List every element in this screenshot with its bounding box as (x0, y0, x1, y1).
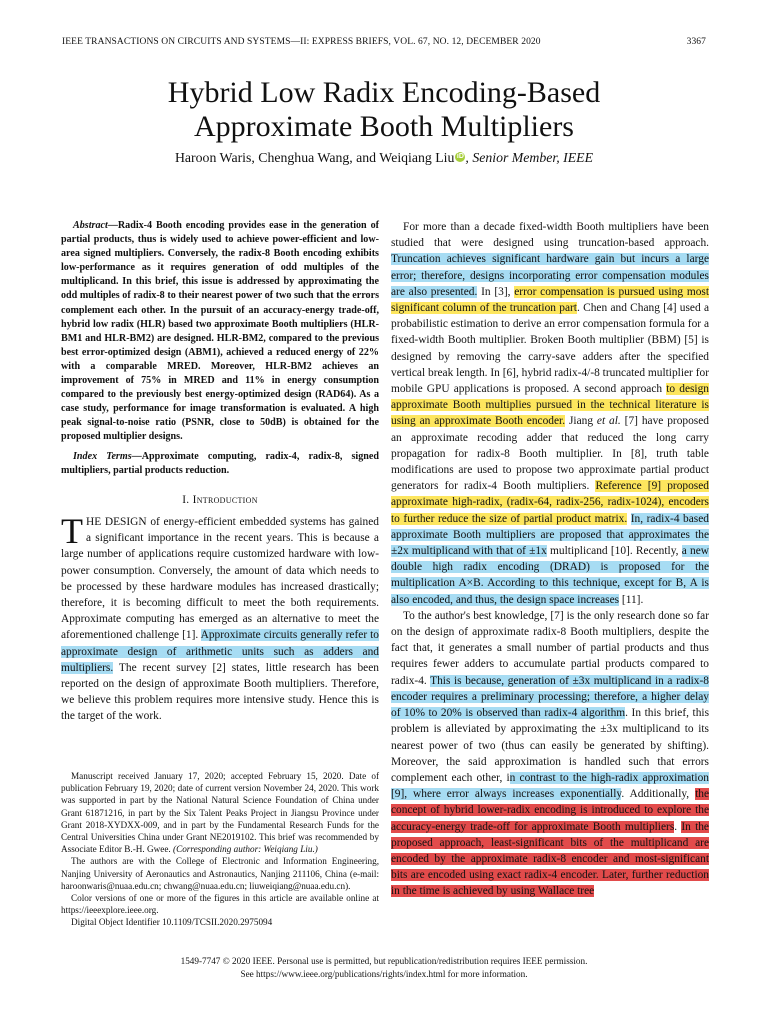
highlight-blue: This is because, generation of ±3x multiplicand in a radix-8 encoder requires a preliminary processing; therefore, a higher delay of 10% to 20% is observed than radix-4 algorithm (391, 674, 709, 720)
highlight-blue: In, radix-4 based approximate Booth multipliers are proposed that approximates the ±2x multiplicand with that of ±1x (391, 512, 709, 558)
corresponding-author: (Corresponding author: Weiqiang Liu.) (173, 844, 318, 855)
intro-text-end: The recent survey [2] states, little research has been reported on the design of approximate Booth multipliers. Therefore, we believe this problem requires more intensive study. Hence this is the target of the work. (61, 661, 379, 723)
title-line-1: Hybrid Low Radix Encoding-Based (167, 76, 601, 109)
orcid-icon[interactable]: iD (456, 153, 464, 160)
footnote-manuscript (61, 770, 379, 855)
abstract-label: Abstract (73, 220, 108, 231)
journal-header: IEEE TRANSACTIONS ON CIRCUITS AND SYSTEMS—II: EXPRESS BRIEFS, VOL. 67, NO. 12, DECEMBER 2020 (62, 37, 541, 47)
index-terms (61, 450, 379, 478)
highlight-blue: Approximate circuits generally refer to approximate design of arithmetic units such as adders and multipliers. (61, 629, 379, 674)
highlight-yellow: Reference [9] proposed approximate high-radix, (radix-64, radix-256, radix-1024), encoders to further reduce the size of partial product matrix. (391, 480, 709, 525)
highlight-yellow: to design approximate Booth multiplies pursued in the technical literature is using an approximate Booth encoder. (391, 383, 709, 428)
body-text: To the author's best knowledge, [7] is the only research done so far on the design of approximate radix-8 Booth multipliers, despite the fact that, it generates a small number of partial products and thus requires fewer adders to accumulate partial products compared to radix-4. (391, 609, 709, 687)
section-number: I. (182, 493, 190, 506)
intro-paragraph (61, 510, 379, 725)
body-text: For more than a decade fixed-width Booth multipliers have been studied that were designed using truncation-based approach. (391, 221, 709, 250)
authors (0, 150, 768, 166)
intro-text: HE DESIGN of energy-efficient embedded systems has gained a significant importance in the recent years. This is because a large number of applications require customized hardware with low-power consumption. Conversely, the amount of data which needs to be processed by these hardware modules has increased drastically; therefore, it is becoming difficult to meet the both requirements. Approximate computing has emerged as an alternative to meet the aforementioned challenge [1]. (61, 515, 379, 642)
footnote-text: Manuscript received January 17, 2020; accepted February 15, 2020. Date of publication February 19, 2020; date of current version November 24, 2020. This work was supported in part by the National Natural Science Foundation of China under Grant 61871216, in part by the Six Talent Peaks Project in Jiangsu Province under Grant 2018-XYDXX-009, and in part by the Fundamental Research Funds for the Central Universities China under Grant NE2019102. This brief was recommended by Associate Editor B.-H. Gwee. (61, 771, 379, 855)
right-paragraph-2 (391, 608, 709, 900)
abstract (61, 219, 379, 445)
drop-cap: T (61, 510, 83, 551)
highlight-blue: n contrast to the high-radix approximation [9], where error always increases exponentially (391, 771, 709, 801)
highlight-red: the concept of hybrid lower-radix encoding is introduced to explore the accuracy-energy trade-off for approximate Booth multipliers (391, 788, 710, 833)
author-membership: , Senior Member, IEEE (465, 150, 594, 165)
body-text: . (674, 820, 682, 833)
et-al: et al. (596, 415, 621, 428)
body-text: . In this brief, this problem is alleviated by approximating the ±3x multiplicand to its nearest power of two (thus can easily be generated by shifting). Moreover, the said approximation is handled such that errors complement each other, i (391, 707, 709, 784)
abstract-text: —Radix-4 Booth encoding provides ease in the generation of partial products, thus is widely used to achieve power-efficient and low-area signed multipliers. Conversely, the radix-8 Booth encoding exhibits low-performance as it requires generation of odd multiples of the multiplicand. In this brief, this issue is addressed by approximating the odd multiples of radix-8 to their nearest power of two such that the errors complement each other. In the pursuit of an accuracy-energy trade-off, hybrid low radix (HLR) based two approximate Booth multipliers (HLR-BM1 and HLR-BM2) are designed. HLR-BM2, compared to the previous best error-optimized design (ABM1), achieved a reduced energy of 22% with a comparable MRED. Moreover, HLR-BM2 achieves an improvement of 75% in MRED and 11% in energy consumption compared to the previously best energy-optimized design (RAD64). As a case study, performance for image transformation is evaluated. A high peak signal-to-noise ratio (PSNR, close to 50dB) is obtained for the proposed multiplier designs. (61, 220, 379, 443)
page-number: 3367 (686, 37, 706, 47)
body-text: . Additionally, (621, 788, 696, 801)
section-heading (61, 492, 379, 508)
footnote-affiliation: The authors are with the College of Electronic and Information Engineering, Nanjing University of Aeronautics and Astronautics, Nanjing 211106, China (e-mail: haroonwaris@nuaa.edu.cn; chwang@nuaa.edu.cn; liuweiqiang@nuaa.edu.cn). (61, 856, 379, 891)
body-text: . Chen and Chang [4] used a probabilistic estimation to derive an error compensation formula for a fixed-width Booth multiplier. Broken Booth multiplier (BBM) [5] is designed by removing the carry-save adders after the specified vertical break length. In [6], hybrid radix-4/-8 truncated multiplier for mobile GPU applications is proposed. A second approach (391, 302, 709, 396)
right-column (391, 219, 709, 900)
author-names: Haroon Waris, Chenghua Wang, and Weiqiang Liu (174, 150, 455, 165)
body-text: [7] have proposed an approximate recoding adder that reduced the long carry propagation for radix-8 Booth multiplier. In [8], truth table modifications are used to propose two approximate partial product generators for radix-4 Booth multipliers. (391, 415, 709, 493)
footnote-color: Color versions of one or more of the figures in this article are available online at https://ieeexplore.ieee.org. (61, 893, 379, 916)
title-line-2: Approximate Booth Multipliers (194, 110, 574, 143)
left-column (61, 219, 379, 725)
running-header (62, 37, 706, 51)
section-title: Introduction (192, 493, 258, 506)
index-terms-label: Index Terms (73, 450, 132, 462)
right-paragraph-1 (391, 219, 709, 608)
footnote-doi: Digital Object Identifier 10.1109/TCSII.2020.2975094 (71, 917, 273, 928)
index-terms-text: —Approximate computing, radix-4, radix-8, signed multipliers, partial products reduction. (61, 450, 379, 476)
copyright-line-1: 1549-7747 © 2020 IEEE. Personal use is permitted, but republication/redistribution requires IEEE permission. (180, 956, 588, 966)
body-text: [11]. (619, 593, 644, 606)
highlight-blue: a new double high radix encoding (DRAD) is proposed for the multiplication A×B. According to this technique, except for B, A is also encoded, and thus, the design space increases (391, 545, 709, 606)
body-text: Jiang (565, 415, 597, 428)
highlight-blue: Truncation achieves significant hardware gain but incurs a large error; therefore, designs incorporating error compensation modules are also presented. (391, 253, 709, 298)
paper-title (0, 76, 768, 144)
body-text: In [3], (477, 285, 515, 298)
copyright-line-2: See https://www.ieee.org/publications/rights/index.html for more information. (240, 968, 528, 979)
highlight-yellow: error compensation is pursued using most significant column of the truncation part (391, 285, 709, 315)
copyright-notice (0, 955, 768, 980)
footnotes (61, 770, 379, 929)
highlight-red: In the proposed approach, least-significant bits of the multiplicand are encoded by the approximate radix-8 encoder and most-significant bits are encoded using exact radix-4 encoder. Later, further reduction in the time is achieved by using Wallace tree (391, 820, 709, 898)
body-text: multiplicand [10]. Recently, (546, 545, 682, 558)
